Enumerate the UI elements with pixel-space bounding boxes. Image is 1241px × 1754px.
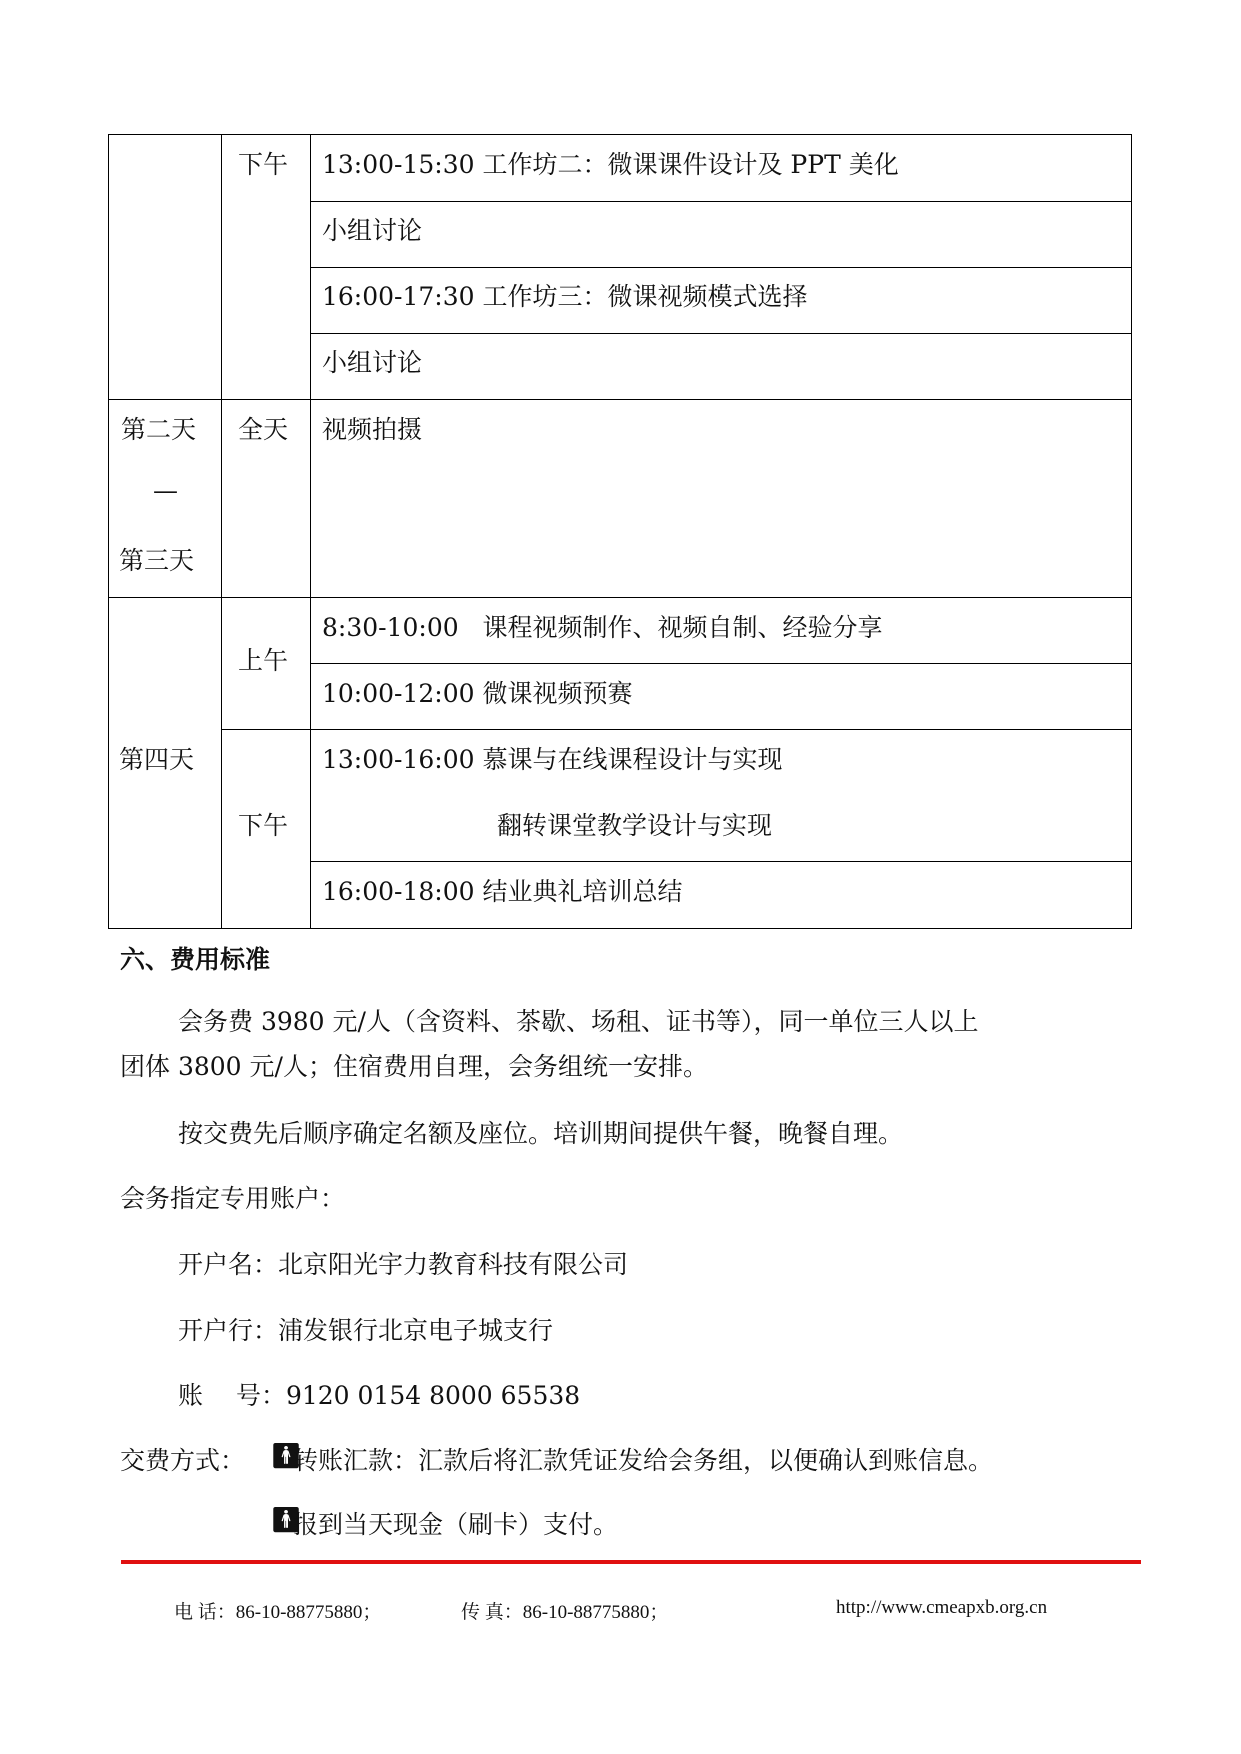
footer-url[interactable]: http://www.cmeapxb.org.cn (836, 1597, 1048, 1618)
person-bullet-icon: 🚹︎ (270, 1505, 302, 1534)
day-cell: 第二天 (121, 415, 197, 444)
schedule-item: 小组讨论 (322, 216, 423, 245)
period-cell: 下午 (238, 811, 289, 840)
footer-divider (121, 1560, 1141, 1564)
schedule-item: 10:00-12:00 微课视频预赛 (322, 679, 633, 708)
section-heading: 六、费用标准 (120, 945, 271, 974)
schedule-item: 翻转课堂教学设计与实现 (497, 811, 773, 840)
account-number: 账 号：9120 0154 8000 65538 (178, 1381, 581, 1410)
period-cell: 上午 (238, 646, 289, 675)
day-cell-dash: — (153, 476, 178, 505)
payment-option: 转账汇款：汇款后将汇款凭证发给会务组，以便确认到账信息。 (293, 1446, 994, 1475)
schedule-item: 16:00-17:30 工作坊三：微课视频模式选择 (322, 282, 808, 311)
schedule-item: 13:00-16:00 慕课与在线课程设计与实现 (322, 745, 783, 774)
payment-label: 交费方式： (120, 1446, 246, 1475)
account-name: 开户名：北京阳光宇力教育科技有限公司 (178, 1250, 629, 1279)
schedule-item: 小组讨论 (322, 348, 423, 377)
period-cell: 全天 (238, 415, 289, 444)
fee-paragraph: 团体 3800 元/人；住宿费用自理，会务组统一安排。 (120, 1052, 708, 1081)
schedule-item: 16:00-18:00 结业典礼培训总结 (322, 877, 683, 906)
seat-paragraph: 按交费先后顺序确定名额及座位。培训期间提供午餐，晚餐自理。 (178, 1119, 904, 1148)
payment-option: 报到当天现金（刷卡）支付。 (293, 1510, 619, 1539)
bank-name: 开户行：浦发银行北京电子城支行 (178, 1316, 554, 1345)
footer-fax: 传 真：86-10-88775880； (461, 1602, 669, 1623)
day-cell: 第四天 (119, 745, 195, 774)
fee-paragraph: 会务费 3980 元/人（含资料、茶歇、场租、证书等），同一单位三人以上 (178, 1007, 979, 1036)
person-bullet-icon: 🚹︎ (270, 1441, 302, 1470)
schedule-item: 视频拍摄 (322, 415, 423, 444)
schedule-item: 13:00-15:30 工作坊二：微课课件设计及 PPT 美化 (322, 150, 899, 179)
day-cell: 第三天 (119, 546, 195, 575)
footer-phone: 电 话：86-10-88775880； (174, 1602, 382, 1623)
period-cell: 下午 (238, 150, 289, 179)
schedule-item: 8:30-10:00 课程视频制作、视频自制、经验分享 (322, 613, 883, 642)
account-label: 会务指定专用账户： (120, 1184, 346, 1213)
